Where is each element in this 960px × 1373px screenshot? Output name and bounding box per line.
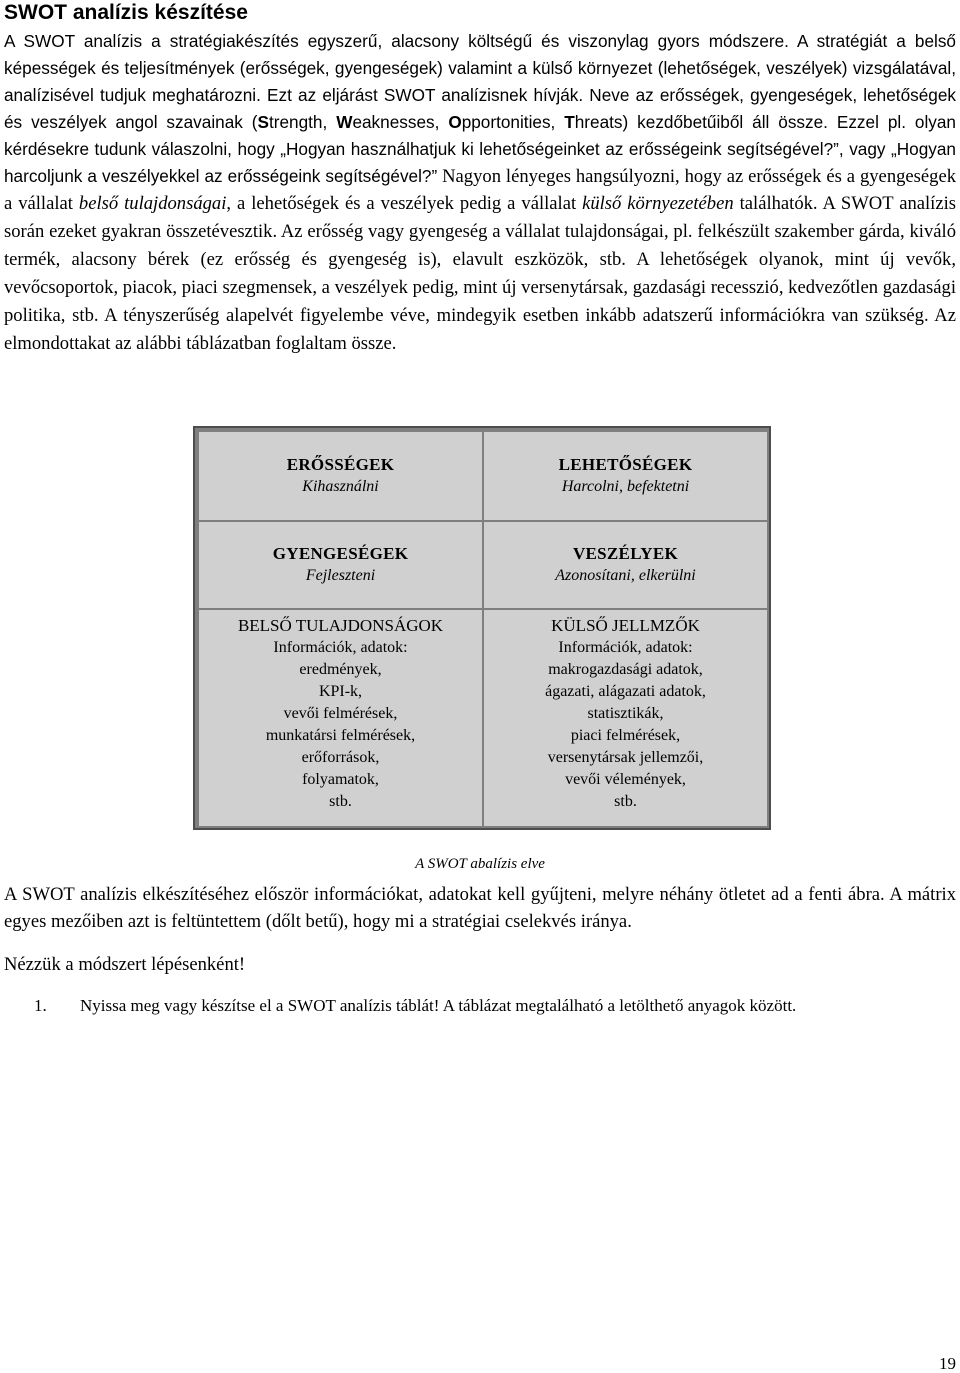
external-line: statisztikák, xyxy=(587,705,664,722)
initial-o: O xyxy=(448,111,462,132)
internal-line: folyamatok, xyxy=(302,771,379,788)
opportunities-cell xyxy=(484,432,767,520)
body-text-a: Nagyon lényeges hangsúlyozni, hogy az erősségek és a gyengeségek a vállalat xyxy=(4,165,956,215)
threats-action: Azonosítani, elkerülni xyxy=(555,567,696,584)
initial-t: T xyxy=(564,111,575,132)
external-line: ágazati, alágazati adatok, xyxy=(545,683,706,700)
swot-matrix-figure xyxy=(193,426,771,830)
internal-cell xyxy=(199,610,482,826)
external-line: Információk, adatok: xyxy=(558,639,693,656)
internal-line: vevői felmérések, xyxy=(283,705,398,722)
list-item-number: 1. xyxy=(34,996,47,1015)
external-cell xyxy=(484,610,767,826)
external-line: vevői vélemények, xyxy=(565,771,686,788)
figure-caption: A SWOT abalízis elve xyxy=(415,856,545,872)
external-line: makrogazdasági adatok, xyxy=(548,661,703,678)
body-text-c: találhatók. A SWOT analízis során ezeket gyakran összetévesztik. Az erősség vagy gyengeség a vállalat tulajdonságai, pl. felkészült szakember gárda, kiváló termék, alacsony bérek (ez erősség és gyengeség is), elavult eszközök, stb. A lehetőségek olyanok, mint új vevők, vevőcsoportok, piacok, piaci szegmensek, a veszélyek pedig, mint új versenytársak, gazdasági recesszió, kedvezőtlen gazdasági politika, stb. A tényszerűség alapelvét figyelembe véve, mindegyik esetben inkább adatszerű információkra van szükség. Az elmondottakat az alábbi táblázatban foglaltam össze. xyxy=(4,193,956,354)
intro-paragraph xyxy=(4,28,956,358)
internal-line: munkatársi felmérések, xyxy=(265,727,416,744)
strengths-title: ERŐSSÉGEK xyxy=(286,455,395,474)
initial-w: W xyxy=(336,111,353,132)
body-text-b: , a lehetőségek és a veszélyek pedig a vállalat xyxy=(226,193,583,215)
weaknesses-action: Fejleszteni xyxy=(305,567,376,584)
external-title: KÜLSŐ JELLMZŐK xyxy=(551,616,700,635)
after-paragraph-2: Nézzük a módszert lépésenként! xyxy=(4,954,246,975)
intro-text-s: trength, xyxy=(268,111,337,132)
intro-text: A SWOT analízis a stratégiakészítés egyszerű, alacsony költségű és viszonylag gyors módszere. A stratégiát a belső képességek és teljesítmények (erősségek, gyengeségek) valamint a külső környezet (lehetőségek, veszélyek) vizsgálatával, analízisével tudjuk meghatározni. Ezt az eljárást SWOT analízisnek hívják. Neve az erősségek, gyengeségek, lehetőségek és veszélyek angol szavainak ( xyxy=(4,31,956,132)
opportunities-action: Harcolni, befektetni xyxy=(561,478,690,495)
initial-s: S xyxy=(257,111,269,132)
intro-text-t: hreats) kezdőbetűiből áll össze. Ezzel pl. olyan kérdésekre tudunk válaszolni, hogy „Hogyan használhatjuk ki lehetőségeinket az erősségeink segítségével?”, vagy „Hogyan harcoljunk a veszélyekkel az erősségeink segítségével?” xyxy=(4,111,956,186)
external-line: versenytársak jellemzői, xyxy=(547,749,704,766)
internal-line: Információk, adatok: xyxy=(273,639,408,656)
external-line: piaci felmérések, xyxy=(570,727,681,744)
page-number: 19 xyxy=(939,1354,956,1373)
threats-title: VESZÉLYEK xyxy=(572,544,679,563)
weaknesses-cell xyxy=(199,522,482,608)
intro-text-w: eaknesses, xyxy=(352,111,449,132)
internal-line: erőforrások, xyxy=(301,749,380,766)
page-title: SWOT analízis készítése xyxy=(4,1,248,24)
strengths-cell xyxy=(199,432,482,520)
belso-tulajdonsagai: belső tulajdonságai xyxy=(78,193,227,215)
internal-line: KPI-k, xyxy=(318,683,363,700)
threats-cell xyxy=(484,522,767,608)
internal-line: eredmények, xyxy=(299,661,382,678)
kulso-kornyezeteben: külső környezetében xyxy=(582,193,734,215)
list-item-text: Nyissa meg vagy készítse el a SWOT analízis táblát! A táblázat megtalálható a letölthető anyagok között. xyxy=(80,996,797,1015)
intro-text-o: pportonities, xyxy=(461,111,565,132)
strengths-action: Kihasználni xyxy=(302,478,379,495)
external-line: stb. xyxy=(614,793,637,810)
internal-line: stb. xyxy=(329,793,352,810)
weaknesses-title: GYENGESÉGEK xyxy=(272,544,409,563)
opportunities-title: LEHETŐSÉGEK xyxy=(558,455,693,474)
after-paragraph-1: A SWOT analízis elkészítéséhez először információkat, adatokat kell gyűjteni, melyre néhány ötletet ad a fenti ábra. A mátrix egyes mezőiben azt is feltüntettem (dőlt betű), hogy mi a stratégiai cselekvés iránya. xyxy=(4,884,956,932)
internal-title: BELSŐ TULAJDONSÁGOK xyxy=(237,616,444,635)
